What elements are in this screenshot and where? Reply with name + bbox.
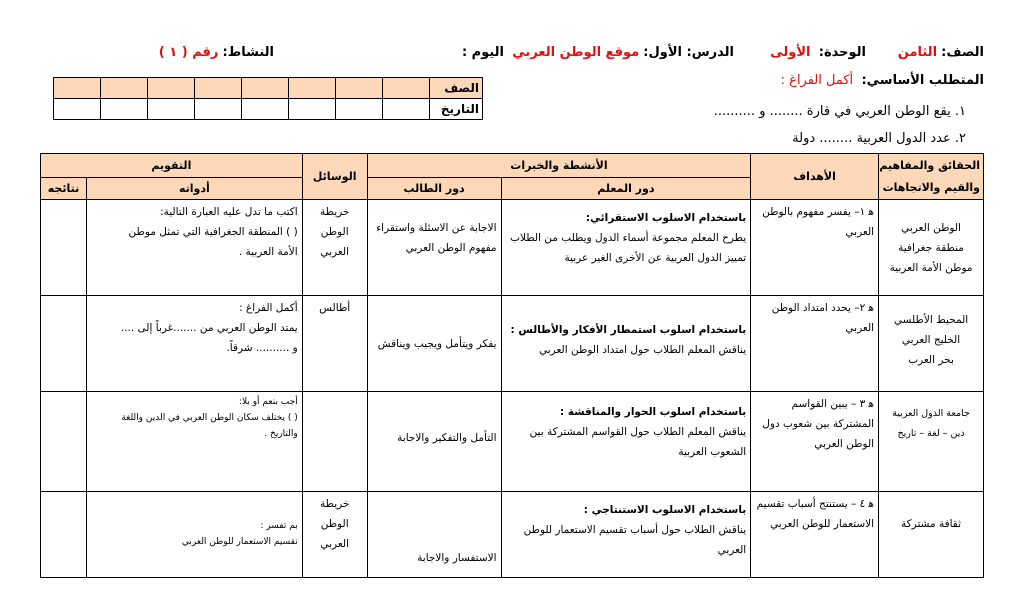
results-cell — [41, 392, 87, 492]
teacher-role-header: دور المعلم — [501, 178, 751, 200]
lesson-line — [512, 45, 734, 60]
student-role-cell: الاستفسار والاجابة — [367, 492, 501, 578]
teacher-role-cell: باستخدام الاسلوب الاستقرائي: يطرح المعلم مجموعة أسماء الدول ويطلب من الطلاب تمييز الدول العربية عن الأخرى الغير عربية — [501, 200, 751, 296]
prereq-value: أكمل الفراغ : — [780, 73, 854, 88]
student-role-header: دور الطالب — [367, 178, 501, 200]
means-cell: أطالس — [302, 296, 367, 392]
unit-line — [770, 45, 866, 60]
tools-header: أدواته — [87, 178, 303, 200]
facts-header: الحقائق والمفاهيم والقيم والاتجاهات — [879, 154, 984, 200]
teacher-role-cell: باستخدام الاسلوب الاستنتاجي : يناقش الطلاب حول أسباب تقسيم الاستعمار للوطن العربي — [501, 492, 751, 578]
means-cell: خريطة الوطن العربي — [302, 200, 367, 296]
objective-cell: ﻫ ٣ – يبين القواسم المشتركة بين شعوب دول الوطن العربي — [751, 392, 879, 492]
prereq-line — [781, 73, 984, 88]
day-label: اليوم : — [461, 45, 504, 60]
tools-cell: أجب بنعم أو بلا: ( ) يختلف سكان الوطن العربي في الدين واللغة والتاريخ . — [87, 392, 303, 492]
tools-cell: أكمل الفراغ : يمتد الوطن العربي من .......غرباً إلى .... و .......... شرقاً. — [87, 296, 303, 392]
activity-value: رقم ( ١ ) — [158, 45, 219, 60]
class-date-table — [53, 77, 483, 120]
lesson-label: الدرس: الأول: — [643, 45, 734, 60]
tools-cell: بم تفسر : تقسيم الاستعمار للوطن العربي — [87, 492, 303, 578]
evaluation-header: التقويم — [41, 154, 303, 178]
facts-cell: الوطن العربي منطقة جغرافية موطن الأمة العربية — [879, 200, 984, 296]
grade-label: الصف: — [941, 45, 984, 60]
student-role-cell: التأمل والتفكير والاجابة — [367, 392, 501, 492]
activity-label: النشاط: — [222, 45, 274, 60]
objective-cell: ﻫ ١– يفسر مفهوم بالوطن العربي — [751, 200, 879, 296]
results-cell — [41, 200, 87, 296]
tools-cell: اكتب ما تدل عليه العبارة التالية: ( ) المنطقة الجغرافية التي تمثل موطن الأمة العربية . — [87, 200, 303, 296]
student-role-cell: الاجابة عن الاسئلة واستقراء مفهوم الوطن العربي — [367, 200, 501, 296]
means-cell — [302, 392, 367, 492]
day-line — [462, 45, 504, 60]
activities-header: الأنشطة والخبرات — [367, 154, 751, 178]
date-row-label: التاريخ — [430, 99, 483, 120]
grade-line — [898, 45, 984, 60]
facts-cell: المحيط الأطلسي الخليج العربي بحر العرب — [879, 296, 984, 392]
facts-cell: جامعة الدول العربية دين – لغة – تاريخ — [879, 392, 984, 492]
unit-value: الأولى — [770, 45, 811, 60]
grade-value: الثامن — [897, 45, 938, 60]
objective-cell: ﻫ ٤ – يستنتج أسباب تقسيم الاستعمار للوطن العربي — [751, 492, 879, 578]
table-row — [41, 392, 984, 492]
results-header: نتائجه — [41, 178, 87, 200]
results-cell — [41, 492, 87, 578]
prereq-question-2: ٢. عدد الدول العربية ........ دولة — [792, 131, 966, 146]
table-row — [41, 492, 984, 578]
means-cell: خريطة الوطن العربي — [302, 492, 367, 578]
student-role-cell: يفكر ويتأمل ويجيب ويناقش — [367, 296, 501, 392]
teacher-role-cell: باستخدام اسلوب الحوار والمناقشة : يناقش المعلم الطلاب حول القواسم المشتركة بين الشعوب العربية — [501, 392, 751, 492]
table-row — [41, 296, 984, 392]
means-header: الوسائل — [302, 154, 367, 200]
lesson-plan-table — [40, 153, 984, 578]
facts-cell: ثقافة مشتركة — [879, 492, 984, 578]
teacher-role-cell: باستخدام اسلوب استمطار الأفكار والأطالس : يناقش المعلم الطلاب حول امتداد الوطن العربي — [501, 296, 751, 392]
lesson-value: موقع الوطن العربي — [512, 45, 640, 60]
class-row-label: الصف — [430, 78, 483, 99]
prereq-question-1: ١. يقع الوطن العربي في قارة ........ و .......... — [713, 104, 966, 119]
unit-label: الوحدة: — [818, 45, 866, 60]
prereq-label: المتطلب الأساسي: — [861, 73, 984, 88]
results-cell — [41, 296, 87, 392]
table-row — [41, 200, 984, 296]
objectives-header: الأهداف — [751, 154, 879, 200]
objective-cell: ﻫ ٢– يحدد امتداد الوطن العربي — [751, 296, 879, 392]
activity-line — [159, 45, 274, 60]
